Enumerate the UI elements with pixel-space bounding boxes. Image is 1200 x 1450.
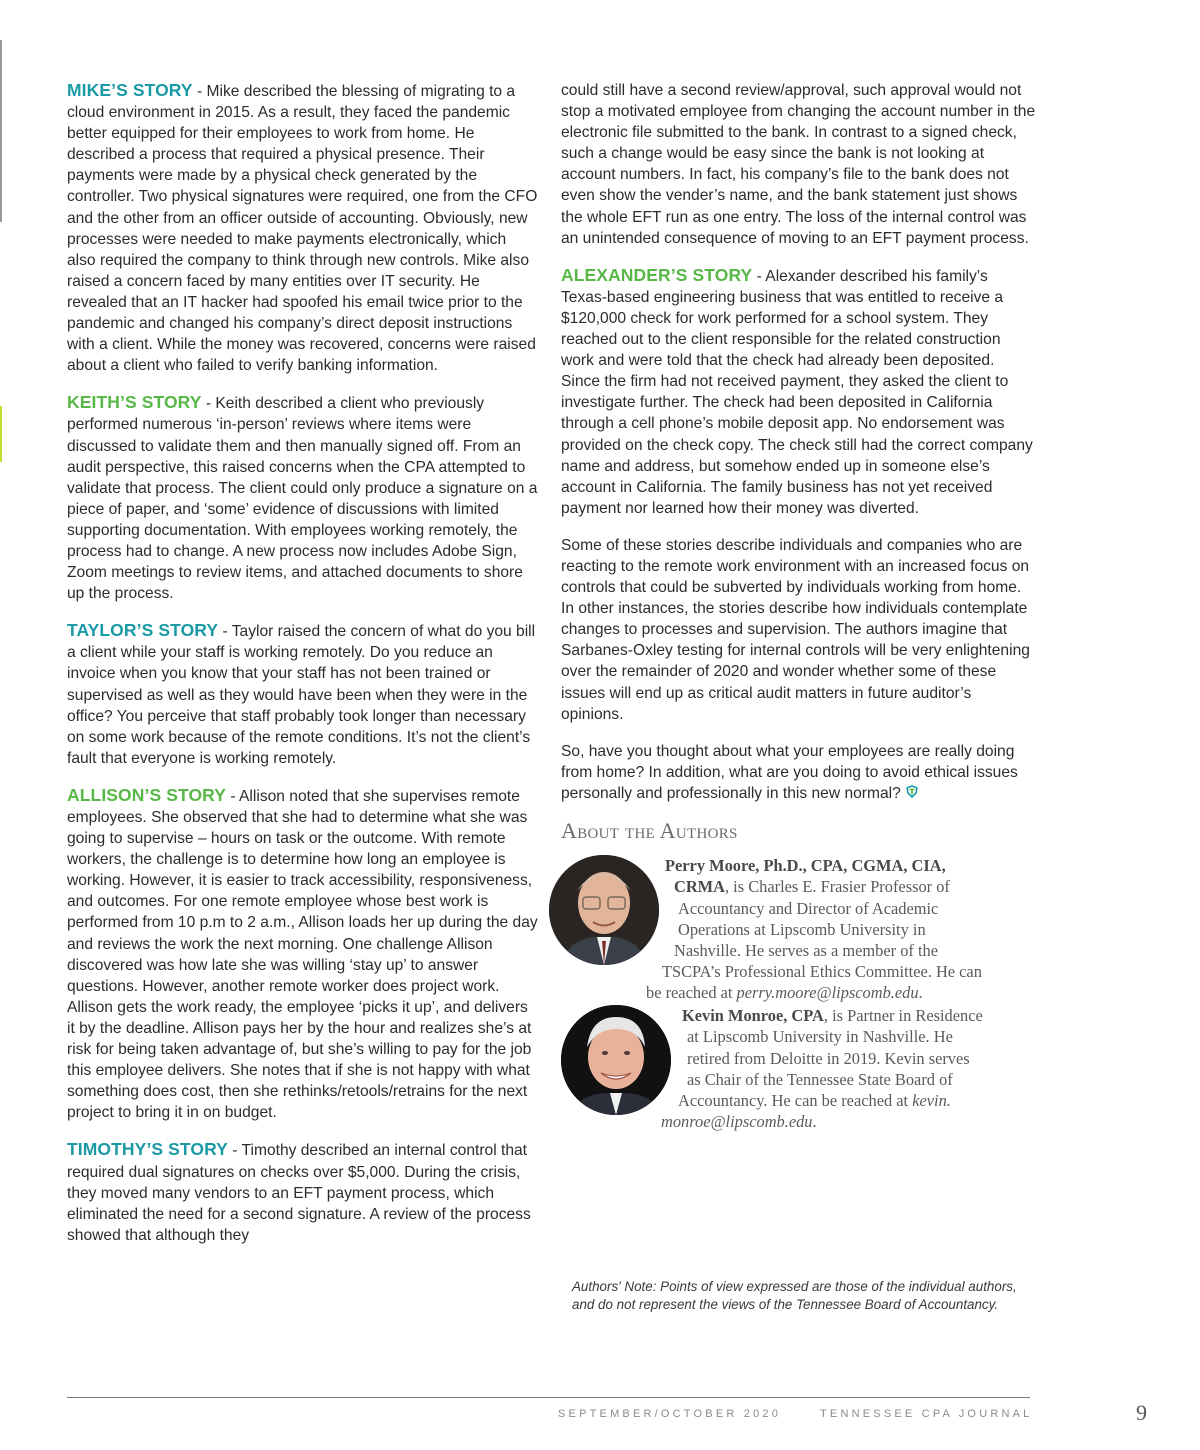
perry-moore-line-4: Operations at Lipscomb University in (678, 919, 926, 939)
perry-moore-line-5: Nashville. He serves as a member of the (674, 940, 938, 960)
timothy-story (67, 1139, 539, 1245)
kevin-monroe-name: Kevin Monroe, CPA (682, 1006, 824, 1026)
conclusion-paragraph-2 (561, 741, 1037, 804)
timothy-story-continued: could still have a second review/approval, such approval would not stop a motivated employee from changing the account number in the electronic file submitted to the bank. In contrast to a signed check, such a change would be easy since the bank is not looking at account numbers. In fact, his company’s file to the bank does not even show the vender’s name, and the bank statement just shows the whole EFT run as one entry. The loss of the internal control was an unintended consequence of moving to an EFT payment process. (561, 82, 1036, 247)
page-number: 9 (1136, 1400, 1147, 1425)
perry-moore-bio (561, 855, 1041, 1003)
kevin-monroe-end: . (812, 1112, 817, 1132)
footer-issue-date: SEPTEMBER/OCTOBER 2020 (558, 1408, 782, 1420)
perry-moore-line-3: Accountancy and Director of Academic (678, 898, 939, 918)
perry-moore-line-6: TSCPA’s Professional Ethics Committee. He can (662, 962, 982, 982)
perry-moore-name-2: CRMA (674, 877, 725, 897)
perry-moore-end: . (918, 983, 923, 1003)
keith-story-title: KEITH’S STORY (67, 392, 202, 413)
alexander-story (561, 265, 1037, 519)
mike-story-title: MIKE’S STORY (67, 80, 193, 100)
authors-note: Authors' Note: Points of view expressed are those of the individual authors, and do not represent the views of the Tennessee Board of Accountancy. (572, 1279, 1017, 1312)
kevin-monroe-line-1: , is Partner in Residence (823, 1006, 983, 1026)
allison-story-body: - Allison noted that she supervises remote employees. She observed that she had to determine what she was going to supervise – hours on task or the outcome. With remote workers, the challenge is to determine how long an employee is working. However, it is easier to track accessibility, responsiveness, and outcomes. For one remote employee whose best work is performed from 10 p.m to 2 a.m., Allison loads her up during the day and reviews the work the next morning. One challenge Allison discovered was how late she was willing ‘stay up’ to answer questions. However, another remote worker does project work. Allison gets the work ready, the employee ‘picks it up’, and delivers it by the deadline. Allison pays her by the hour and realizes she’s at risk for being taken advantage of, but she’s willing to pay for the job this employee delivers. She notes that if she is not happy with what something does cost, then she rethinks/retools/retrains for the next project to bring it in on budget. (67, 787, 538, 1122)
kevin-monroe-line-3: retired from Deloitte in 2019. Kevin serves (687, 1048, 970, 1068)
alexander-story-body: - Alexander described his family’s Texas-based engineering business that was entitled to receive a $120,000 check for work performed for a school system. They reached out to the client responsible for the related construction work and were told that the check had already been deposited. Since the firm had not received payment, they asked the client to investigate further. The check had been deposited in California through a cell phone’s mobile deposit app. No endorsement was provided on the check copy. The check still had the correct company name and address, but somehow ended up in someone else’s account in California. The family business has not yet received payment nor learned how their money was diverted. (561, 267, 1033, 517)
kevin-monroe-email-2[interactable]: monroe@lipscomb.edu (661, 1112, 813, 1132)
mike-story (67, 80, 539, 376)
allison-story-title: ALLISON’S STORY (67, 784, 227, 805)
left-column (67, 80, 539, 1262)
right-column (561, 80, 1037, 1155)
mike-story-body: - Mike described the blessing of migrating to a cloud environment in 2015. As a result, they faced the pandemic better equipped for their employees to work from home. He described a process that required a physical presence. Their payments were made by a physical check generated by the controller. Two physical signatures were required, one from the CFO and the other from an officer outside of accounting. Obviously, new processes were needed to make payments electronically, which also required the company to think through new controls. Mike also raised a concern faced by many entities over IT security. He revealed that an IT hacker had spoofed his email twice prior to the pandemic and changed his company’s direct deposit instructions with a client. While the money was recovered, concerns were raised about a client who failed to verify banking information. (67, 83, 538, 375)
author-moore (561, 855, 1037, 1005)
kevin-monroe-line-5: Accountancy. He can be reached at (678, 1090, 913, 1110)
keith-story (67, 392, 539, 604)
perry-moore-line-7: be reached at (646, 983, 737, 1003)
about-authors-heading: About the Authors (561, 818, 738, 843)
footer-rule (67, 1397, 1030, 1398)
kevin-monroe-email-1[interactable]: kevin. (912, 1090, 951, 1110)
taylor-story (67, 620, 539, 769)
perry-moore-name-1: Perry Moore, Ph.D., CPA, CGMA, CIA, (665, 856, 946, 876)
author-monroe (561, 1005, 1037, 1155)
keith-story-body: - Keith described a client who previously performed numerous ‘in-person’ reviews where items were discussed to validate them and then manually signed off. From an audit perspective, this raised concerns when the CPA attempted to validate that process. The client could only produce a signature on a piece of paper, and ‘some’ evidence of discussions with limited supporting documentation. With employees working remotely, the process had to change. A new process now includes Adobe Sign, Zoom meetings to review items, and attached documents to shore up the process. (67, 395, 538, 603)
alexander-story-title: ALEXANDER’S STORY (561, 264, 753, 285)
timothy-story-title: TIMOTHY’S STORY (67, 1139, 228, 1160)
kevin-monroe-line-2: at Lipscomb University in Nashville. He (687, 1027, 953, 1047)
conclusion-paragraph-1: Some of these stories describe individuals and companies who are reacting to the remote work environment with an increased focus on controls that could be subverted by individuals working from home. In other instances, the stories describe how individuals contemplate changes to processes and supervision. The authors imagine that Sarbanes-Oxley testing for internal controls will be very enlightening over the remainder of 2020 and wonder whether some of these issues will end up as critical audit matters in future auditor’s opinions. (561, 536, 1030, 723)
perry-moore-line-2: , is Charles E. Frasier Professor of (724, 877, 950, 897)
kevin-monroe-bio (561, 1005, 1041, 1132)
tscpa-logo-mark-icon (905, 785, 919, 799)
taylor-story-title: TAYLOR’S STORY (67, 620, 219, 641)
kevin-monroe-line-4: as Chair of the Tennessee State Board of (687, 1069, 953, 1089)
conclusion-paragraph-2-text: So, have you thought about what your employees are really doing from home? In addition, what are you doing to avoid ethical issues personally and professionally in this new normal? (561, 742, 1018, 802)
timothy-story-body: - Timothy described an internal control that required dual signatures on checks over $5,000. During the crisis, they moved many vendors to an EFT payment process, which eliminated the need for a second signature. A review of the process showed that although they (67, 1142, 531, 1244)
footer-journal-name: TENNESSEE CPA JOURNAL (820, 1408, 1033, 1420)
edge-rule-gray (0, 40, 2, 222)
edge-rule-green (0, 406, 2, 462)
perry-moore-email[interactable]: perry.moore@lipscomb.edu (736, 983, 919, 1003)
allison-story (67, 785, 539, 1124)
taylor-story-body: - Taylor raised the concern of what do you bill a client while your staff is working remotely. Do you reduce an invoice when you know that your staff has not been trained or supervised as well as they would have been when they were in the office? You perceive that staff probably took longer than necessary on some work because of the remote conditions. It’s not the client’s fault that everyone is working remotely. (67, 623, 536, 767)
